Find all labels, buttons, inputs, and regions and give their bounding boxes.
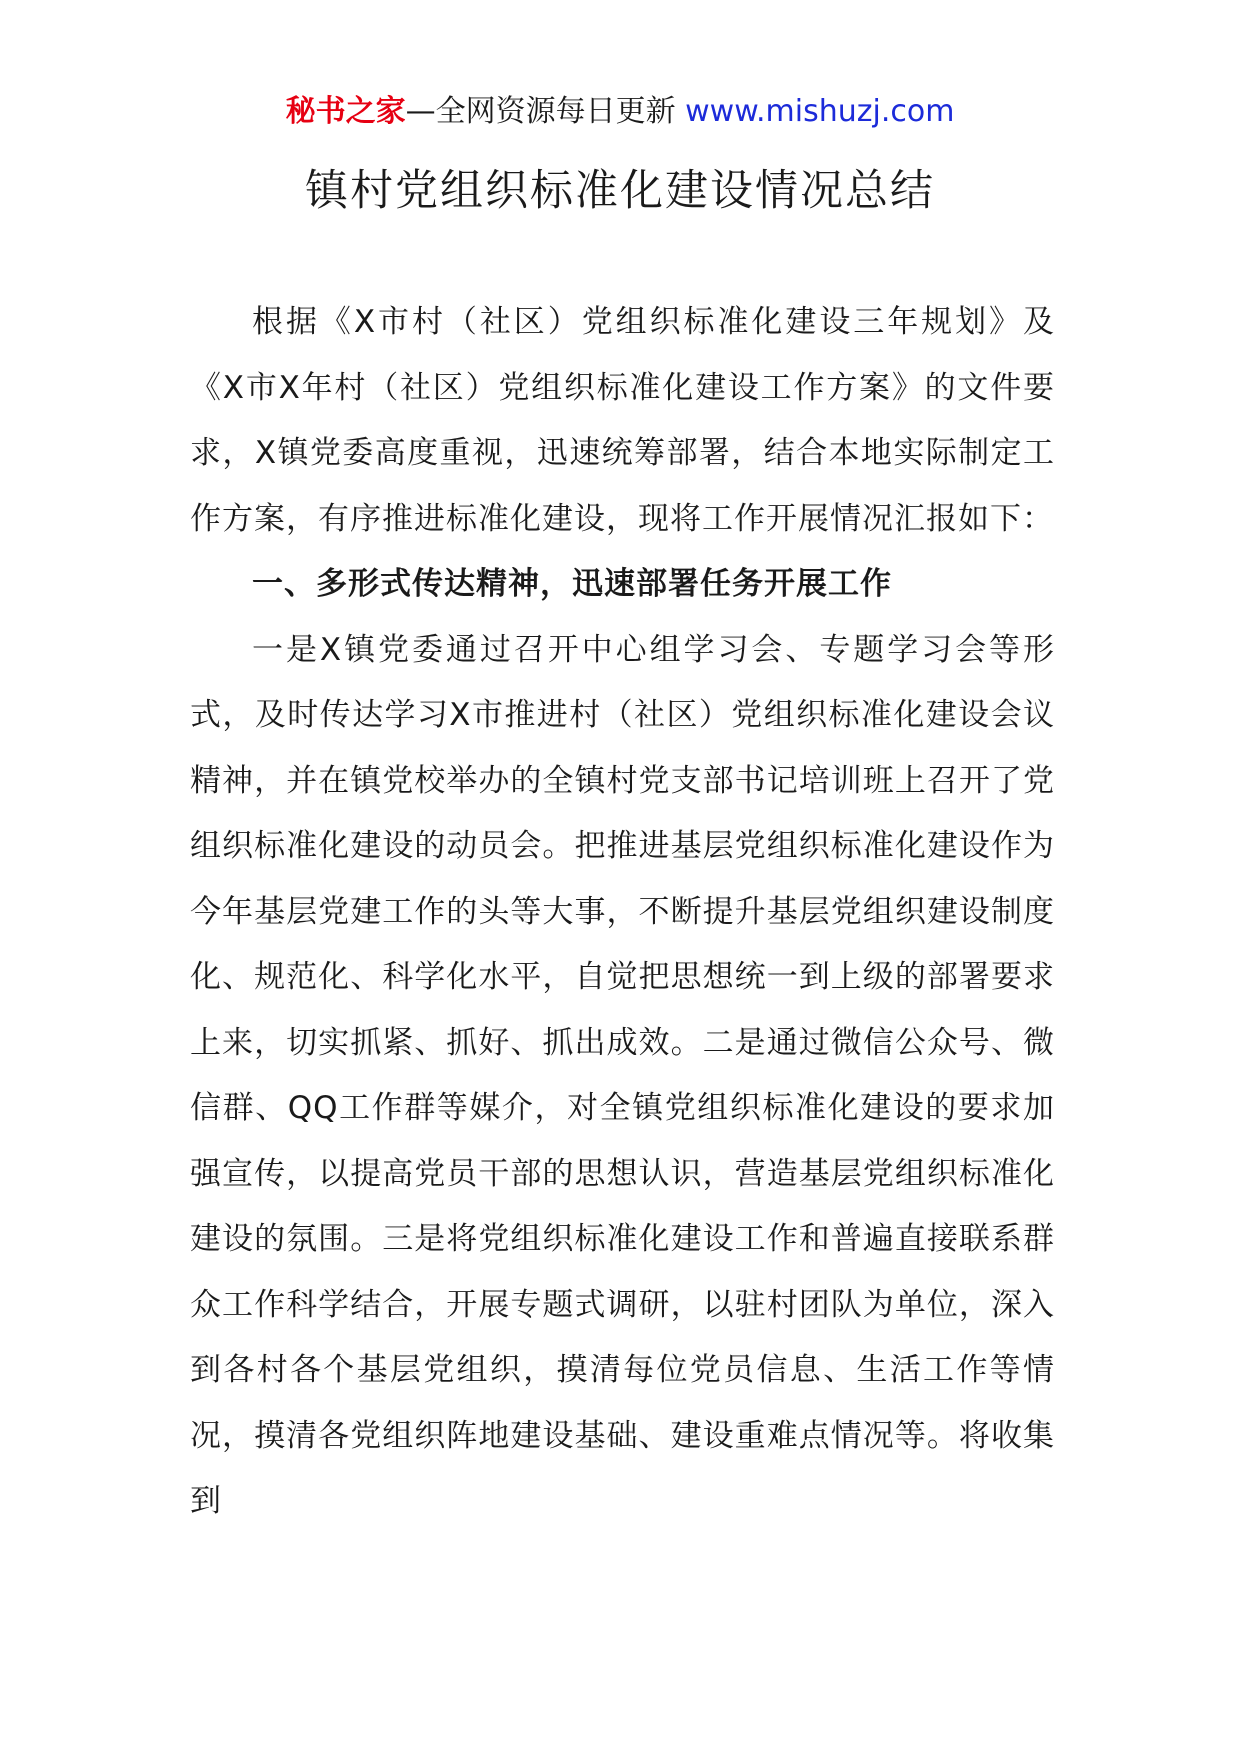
site-tagline: —全网资源每日更新: [405, 94, 676, 129]
intro-paragraph: 根据《X市村（社区）党组织标准化建设三年规划》及《X市X年村（社区）党组织标准化建设工作方案》的文件要求，X镇党委高度重视，迅速统筹部署，结合本地实际制定工作方案，有序推进标准化建设，现将工作开展情况汇报如下：: [190, 304, 1055, 537]
section-paragraph: 一是X镇党委通过召开中心组学习会、专题学习会等形式，及时传达学习X市推进村（社区）党组织标准化建设会议精神，并在镇党校举办的全镇村党支部书记培训班上召开了党组织标准化建设的动员会。把推进基层党组织标准化建设作为今年基层党建工作的头等大事，不断提升基层党组织建设制度化、规范化、科学化水平，自觉把思想统一到上级的部署要求上来，切实抓紧、抓好、抓出成效。二是通过微信公众号、微信群、QQ工作群等媒介，对全镇党组织标准化建设的要求加强宣传，以提高党员干部的思想认识，营造基层党组织标准化建设的氛围。三是将党组织标准化建设工作和普遍直接联系群众工作科学结合，开展专题式调研，以驻村团队为单位，深入到各村各个基层党组织，摸清每位党员信息、生活工作等情况，摸清各党组织阵地建设基础、建设重难点情况等。将收集到: [190, 631, 1055, 1519]
site-header: [0, 92, 1240, 132]
document-title: 镇村党组织标准化建设情况总结: [305, 166, 935, 216]
section-heading: 一、多形式传达精神，迅速部署任务开展工作: [252, 566, 892, 602]
site-brand: 秘书之家: [285, 94, 406, 129]
document-body: [190, 290, 1055, 1535]
site-url-link[interactable]: www.mishuzj.com: [685, 94, 955, 129]
